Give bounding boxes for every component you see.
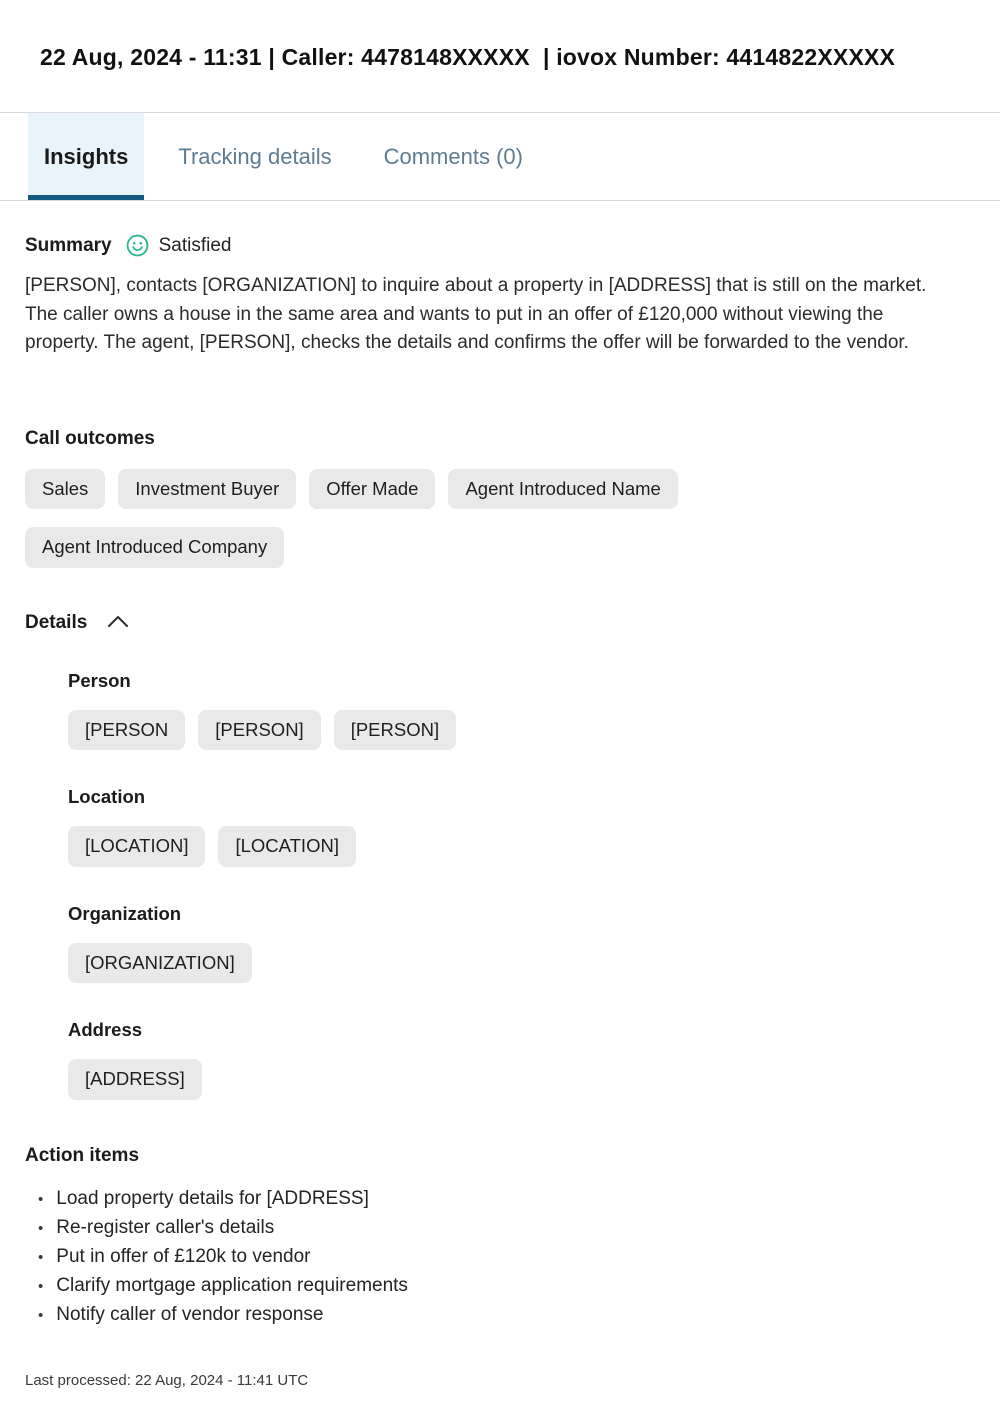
bullet-icon: • [38,1306,44,1324]
action-item-text: Clarify mortgage application requirements [56,1274,408,1296]
action-item-text: Put in offer of £120k to vendor [56,1245,311,1267]
smiley-face-icon [126,234,149,257]
details-collapse-toggle[interactable] [105,613,131,633]
action-item-text: Load property details for [ADDRESS] [56,1187,369,1209]
action-items-list [25,1185,975,1330]
details-header-row [25,612,975,634]
group-label-location: Location [68,786,146,807]
call-outcomes-chips [25,469,805,568]
list-item [25,1214,975,1243]
address-chips [68,1059,848,1100]
summary-heading: Summary [25,234,112,256]
summary-text: [PERSON], contacts [ORGANIZATION] to inquire about a property in [ADDRESS] that is still on the market. The caller owns a house in the same area and wants to put in an offer of £120,000 without viewing the property. The agent, [PERSON], checks the details and confirms the offer will be forwarded to the vendor. [25,275,927,353]
outcome-chip: Sales [25,469,105,510]
entity-chip: [ORGANIZATION] [68,943,252,984]
bullet-icon: • [38,1219,44,1237]
last-processed-timestamp: Last processed: 22 Aug, 2024 - 11:41 UTC [25,1371,309,1389]
entity-chip: [ADDRESS] [68,1059,202,1100]
entity-chip: [PERSON] [198,710,320,751]
list-item [25,1301,975,1330]
call-header-title: 22 Aug, 2024 - 11:31 | Caller: 4478148XXXXX | iovox Number: 4414822XXXXX [40,44,896,70]
bullet-icon: • [38,1277,44,1295]
summary-header-row [25,234,975,257]
location-chips [68,826,848,867]
list-item [25,1185,975,1214]
outcome-chip: Offer Made [309,469,435,510]
bullet-icon: • [38,1248,44,1266]
details-heading: Details [25,611,88,633]
outcome-chip: Investment Buyer [118,469,296,510]
action-item-text: Re-register caller's details [56,1216,275,1238]
group-label-address: Address [68,1019,143,1040]
tab-bar [0,113,1000,201]
entity-chip: [LOCATION] [218,826,355,867]
action-item-text: Notify caller of vendor response [56,1303,324,1325]
details-groups [68,670,975,1100]
action-items-heading: Action items [25,1144,140,1166]
entity-chip: [PERSON] [334,710,456,751]
entity-chip: [LOCATION] [68,826,205,867]
group-label-person: Person [68,669,131,691]
tab-tracking-details[interactable]: Tracking details [160,113,349,200]
tab-insights[interactable]: Insights [28,113,144,200]
outcome-chip: Agent Introduced Name [448,469,677,510]
group-label-organization: Organization [68,902,182,924]
person-chips [68,710,848,751]
list-item [25,1243,975,1272]
organization-chips [68,943,848,984]
outcome-chip: Agent Introduced Company [25,527,284,568]
call-outcomes-heading: Call outcomes [25,427,155,449]
list-item [25,1272,975,1301]
insights-panel [0,234,1000,1389]
tab-comments[interactable]: Comments (0) [366,113,541,200]
sentiment-label: Satisfied [158,234,232,256]
chevron-up-icon [107,615,129,631]
entity-chip: [PERSON [68,710,185,751]
bullet-icon: • [38,1190,44,1208]
